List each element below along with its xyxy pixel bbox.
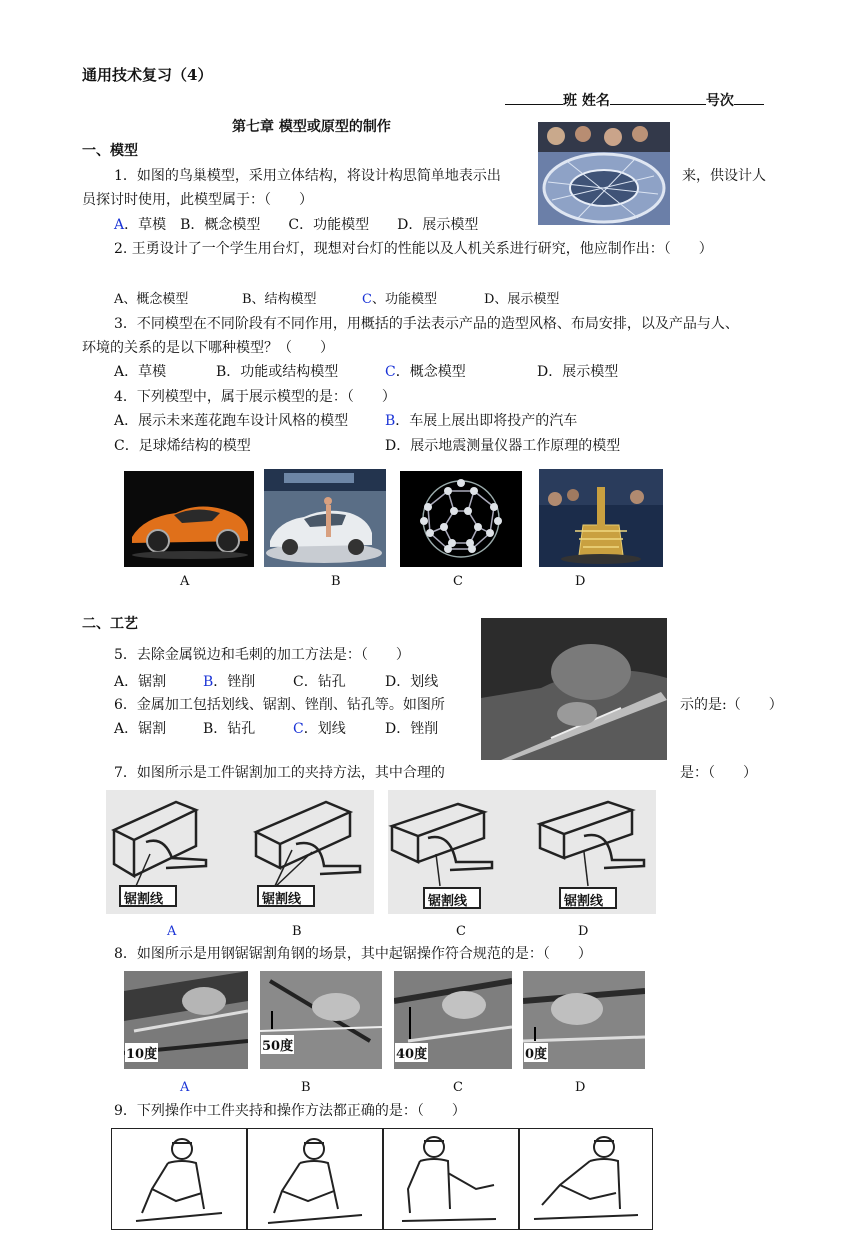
q4-caption-c: C	[453, 574, 463, 589]
q6-option-b: B．钻孔	[203, 721, 256, 737]
q7-caption-d: D	[578, 924, 589, 939]
q4-line1: 4．下列模型中，属于展示模型的是：（ ）	[114, 389, 396, 405]
number-label: 号次	[705, 93, 734, 109]
q7-caption-a: A	[167, 924, 177, 939]
q2-option-d: D、展示模型	[484, 292, 560, 307]
class-blank[interactable]	[505, 92, 563, 105]
section-model-heading: 一、模型	[82, 143, 138, 159]
q1-option-text: ．草模 B．概念模型 C．功能模型 D．展示模型	[124, 217, 479, 233]
q3-answer-c: C	[385, 364, 396, 380]
q8-photo-c	[394, 971, 512, 1069]
q9-figure-a	[111, 1128, 247, 1230]
q1-options	[114, 214, 478, 234]
q2-option-c: C、功能模型	[362, 292, 437, 307]
q7-caption-b: B	[292, 924, 302, 939]
q4-option-d: D．展示地震测量仪器工作原理的模型	[385, 438, 621, 454]
q7-saw-line-label-d: 锯割线	[564, 894, 604, 909]
q3-line2: 环境的关系的是以下哪种模型？（ ）	[82, 340, 334, 356]
car-show-photo	[264, 469, 386, 567]
seismograph-model-photo	[539, 469, 663, 567]
fullerene-molecule-model-photo	[400, 471, 522, 567]
q1-line2: 员探讨时使用，此模型属于：（ ）	[82, 192, 313, 208]
q4-option-b-text: ．车展上展出即将投产的汽车	[395, 413, 578, 429]
q5-option-d: D．划线	[385, 674, 439, 690]
q2-option-b: B、结构模型	[242, 292, 317, 307]
q1-answer-a: A	[114, 217, 125, 233]
q3-line1: 3．不同模型在不同阶段有不同作用，用概括的手法表示产品的造型风格、布局安排，以及产品与人、	[114, 316, 739, 332]
q6-option-c-text: ．划线	[303, 721, 346, 737]
q8-angle-label-d: 0度	[524, 1043, 548, 1062]
q3-option-c	[385, 361, 466, 381]
q8-caption-b: B	[301, 1080, 311, 1095]
q6-line1-cont: 示的是:（ ）	[680, 697, 783, 713]
metal-scribing-photo	[481, 618, 667, 760]
q4-option-c: C．足球烯结构的模型	[114, 438, 251, 454]
q5-option-b-text: ．锉削	[213, 674, 256, 690]
q8-line1: 8．如图所示是用钢锯锯割角钢的场景，其中起锯操作符合规范的是：（ ）	[114, 946, 592, 962]
student-info-line	[505, 90, 764, 110]
q2-line1: 2. 王勇设计了一个学生用台灯，现想对台灯的性能以及人机关系进行研究，他应制作出：（ ）	[114, 241, 713, 257]
q8-angle-label-a: 10度	[125, 1043, 158, 1062]
q7-line1-cont: 是：（ ）	[680, 765, 757, 781]
q2-answer-c: C	[362, 292, 372, 307]
q8-caption-c: C	[453, 1080, 463, 1095]
section-craft-heading: 二、工艺	[82, 616, 138, 632]
class-label: 班	[563, 93, 577, 109]
q3-option-a: A．草模	[114, 364, 167, 380]
q9-figure-c	[383, 1128, 519, 1230]
number-blank[interactable]	[734, 92, 764, 105]
q7-caption-c: C	[456, 924, 466, 939]
q4-caption-a: A	[180, 574, 190, 589]
q2-option-a: A、概念模型	[114, 292, 189, 307]
q3-option-d: D．展示模型	[537, 364, 619, 380]
q7-saw-line-label-a: 锯割线	[124, 892, 164, 907]
q4-option-a: A．展示未来莲花跑车设计风格的模型	[114, 413, 349, 429]
q9-line1: 9．下列操作中工件夹持和操作方法都正确的是：（ ）	[114, 1103, 466, 1119]
q1-line1: 1．如图的鸟巢模型，采用立体结构，将设计构思简单地表示出	[114, 168, 501, 184]
q6-line1: 6．金属加工包括划线、锯割、锉削、钻孔等。如图所	[114, 697, 445, 713]
q8-photo-b	[260, 971, 382, 1069]
q4-option-b	[385, 410, 577, 430]
q7-saw-line-label-c: 锯割线	[428, 894, 468, 909]
q8-caption-d: D	[575, 1080, 586, 1095]
q4-caption-b: B	[331, 574, 341, 589]
q7-saw-line-label-b: 锯割线	[262, 892, 302, 907]
q5-option-a: A．锯割	[114, 674, 167, 690]
q5-option-c: C．钻孔	[293, 674, 346, 690]
sports-car-model-photo	[124, 471, 254, 567]
q6-answer-c: C	[293, 721, 304, 737]
q8-angle-label-b: 50度	[261, 1035, 294, 1054]
q7-figure-left	[106, 790, 374, 914]
q3-option-b: B．功能或结构模型	[216, 364, 339, 380]
q8-caption-a: A	[180, 1080, 190, 1095]
chapter-title: 第七章 模型或原型的制作	[232, 119, 391, 135]
bird-nest-model-photo	[538, 122, 670, 225]
q7-line1: 7．如图所示是工件锯割加工的夹持方法，其中合理的	[114, 765, 445, 781]
q6-option-d: D．锉削	[385, 721, 439, 737]
q3-option-c-text: ．概念模型	[395, 364, 466, 380]
q5-line1: 5．去除金属锐边和毛刺的加工方法是：（ ）	[114, 647, 410, 663]
q5-option-b	[203, 671, 255, 691]
q1-line1-cont: 来，供设计人	[682, 168, 766, 184]
q8-photo-d	[523, 971, 645, 1069]
name-blank[interactable]	[610, 92, 706, 105]
q5-answer-b: B	[203, 674, 214, 690]
page-title: 通用技术复习（4）	[82, 66, 213, 84]
q7-figure-right	[388, 790, 656, 914]
q9-figure-d	[519, 1128, 653, 1230]
q4-answer-b: B	[385, 413, 396, 429]
q6-option-a: A．锯割	[114, 721, 167, 737]
q8-angle-label-c: 40度	[395, 1043, 428, 1062]
name-label: 姓名	[581, 93, 610, 109]
q4-caption-d: D	[575, 574, 586, 589]
q8-photo-a	[124, 971, 248, 1069]
q9-figure-b	[247, 1128, 383, 1230]
q6-option-c	[293, 718, 346, 738]
